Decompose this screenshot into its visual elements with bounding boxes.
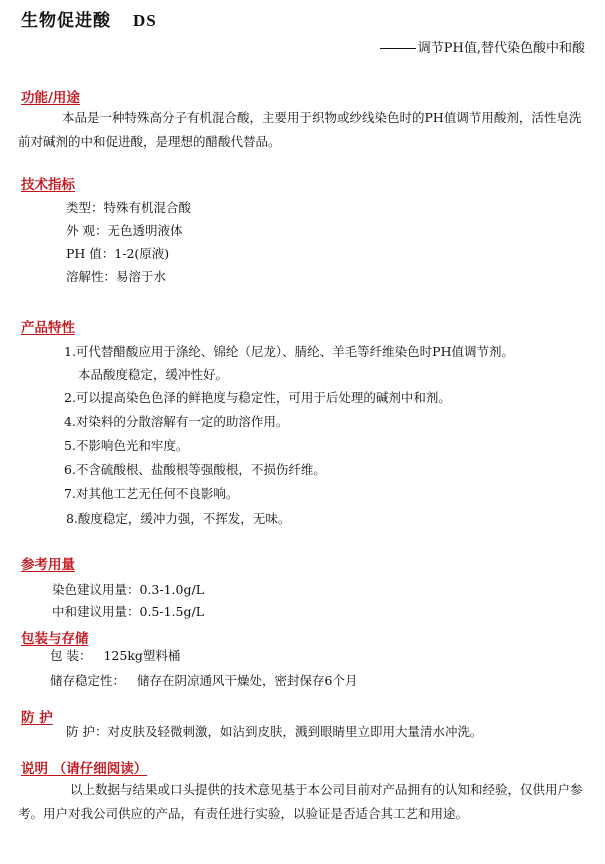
feature-item: 5.不影响色光和牢度。 — [64, 438, 189, 453]
storage-label: 储存稳定性： — [50, 673, 126, 688]
spec-ph: PH 值：1-2(原液) — [66, 246, 170, 261]
packaging-value: 125kg塑料桶 — [103, 648, 181, 663]
dosage-dyeing: 染色建议用量：0.3-1.0g/L — [52, 582, 204, 597]
spec-solubility: 溶解性：易溶于水 — [66, 269, 167, 284]
section-heading-protection: 防 护 — [21, 710, 53, 726]
section-heading-dosage: 参考用量 — [21, 557, 75, 573]
product-name: 生物促进酸 — [21, 11, 111, 31]
function-paragraph — [18, 106, 588, 154]
subtitle-text: 调节PH值,替代染色酸中和酸 — [417, 41, 585, 56]
packaging-row — [50, 646, 180, 666]
section-heading-packaging: 包装与存储 — [21, 631, 89, 647]
storage-row — [50, 671, 357, 691]
feature-item: 1.可代替醋酸应用于涤纶、锦纶（尼龙）、腈纶、羊毛等纤维染色时PH值调节剂。 — [64, 344, 514, 359]
feature-item: 2.可以提高染色色泽的鲜艳度与稳定性，可用于后处理的碱剂中和剂。 — [64, 390, 451, 405]
product-subtitle — [380, 37, 585, 56]
feature-item: 4.对染料的分散溶解有一定的助溶作用。 — [64, 414, 289, 429]
section-heading-specs: 技术指标 — [21, 177, 75, 193]
section-heading-notes: 说明 （请仔细阅读） — [21, 761, 148, 777]
section-heading-function: 功能/用途 — [21, 90, 80, 106]
packaging-label: 包 装： — [50, 648, 92, 663]
product-code: DS — [133, 11, 157, 30]
section-heading-features: 产品特性 — [21, 320, 75, 336]
feature-item: 本品酸度稳定，缓冲性好。 — [78, 367, 229, 382]
function-text: 本品是一种特殊高分子有机混合酸，主要用于织物或纱线染色时的PH值调节用酸剂，活性皂洗前对碱剂的中和促进酸，是理想的醋酸代替品。 — [18, 110, 582, 149]
feature-item: 8.酸度稳定，缓冲力强，不挥发，无味。 — [66, 511, 291, 526]
notes-text: 以上数据与结果或口头提供的技术意见基于本公司目前对产品拥有的认知和经验，仅供用户参考。用户对我公司供应的产品，有责任进行实验，以验证是否适合其工艺和用途。 — [18, 782, 583, 821]
storage-value: 储存在阴凉通风干燥处，密封保存6个月 — [137, 673, 358, 688]
feature-item: 6.不含硫酸根、盐酸根等强酸根，不损伤纤维。 — [64, 462, 326, 477]
dosage-neutralization: 中和建议用量：0.5-1.5g/L — [52, 604, 204, 619]
product-title — [21, 6, 157, 31]
spec-appearance: 外 观：无色透明液体 — [66, 223, 183, 238]
spec-type: 类型：特殊有机混合酸 — [66, 200, 192, 215]
notes-paragraph — [18, 778, 588, 826]
subtitle-dash — [380, 48, 416, 49]
feature-item: 7.对其他工艺无任何不良影响。 — [64, 486, 239, 501]
protection-text: 防 护：对皮肤及轻微刺激，如沾到皮肤，溅到眼睛里立即用大量清水冲洗。 — [66, 724, 483, 739]
